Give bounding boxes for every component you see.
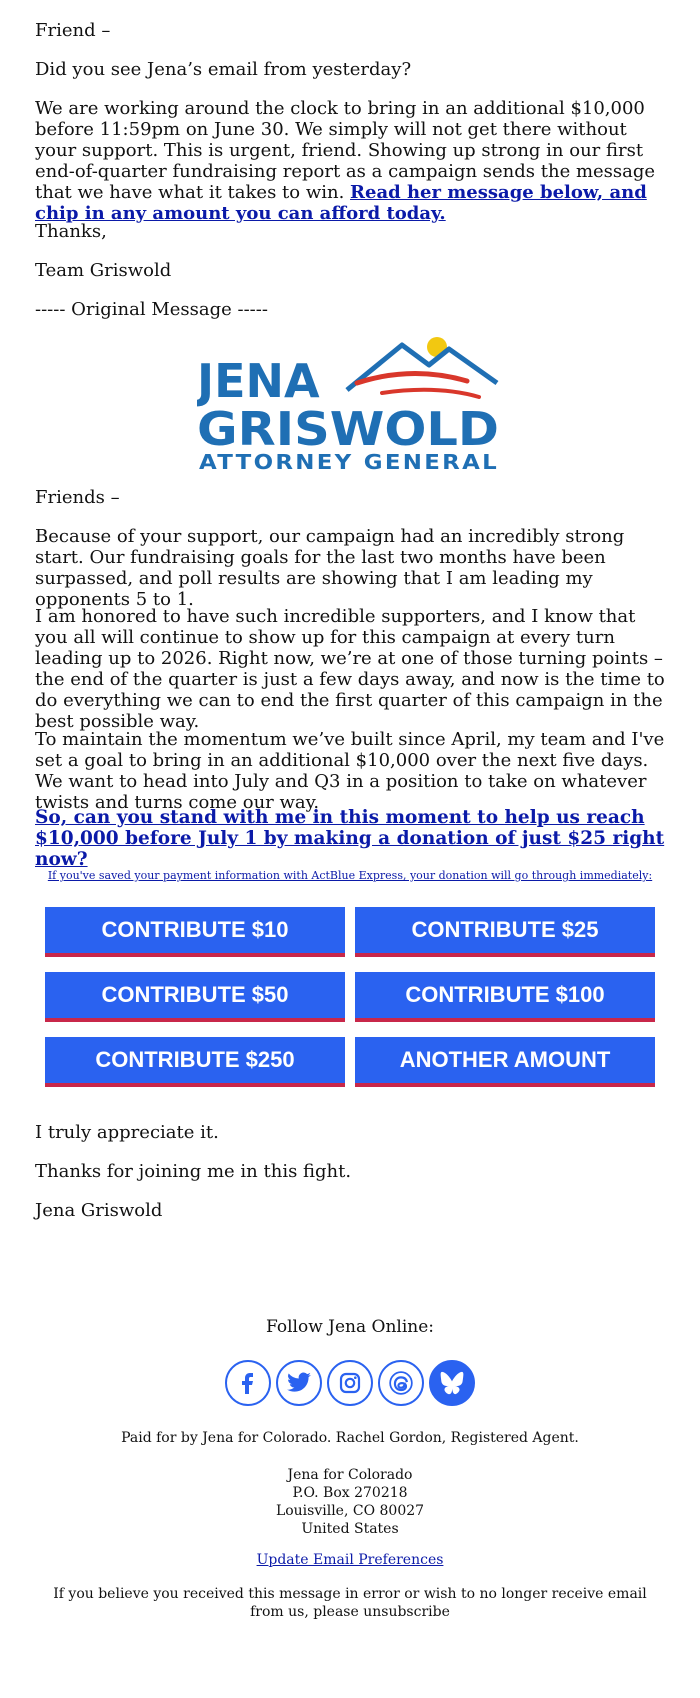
mountain-outline xyxy=(347,345,497,390)
red-swoosh-lower xyxy=(382,390,479,397)
message-paragraph-3: To maintain the momentum we’ve built since April, my team and I've set a goal to bring in an additional $10,000 over the next five days. We want to head into July and Q3 in a position to take on whatever twists and turns come our way. xyxy=(35,729,665,813)
address-line: P.O. Box 270218 xyxy=(292,1485,408,1501)
donation-ask-link[interactable]: So, can you stand with me in this moment to help us reach $10,000 before July 1 by making a donation of just $25 right now? xyxy=(35,807,665,870)
thanks-line: Thanks, xyxy=(35,221,107,242)
threads-icon[interactable] xyxy=(378,1360,424,1406)
another-amount-button[interactable]: ANOTHER AMOUNT xyxy=(355,1037,655,1087)
contribute-100-button[interactable]: CONTRIBUTE $100 xyxy=(355,972,655,1022)
mailing-address xyxy=(0,1466,700,1538)
preferences-row xyxy=(0,1552,700,1569)
campaign-logo xyxy=(197,335,502,473)
instagram-icon[interactable] xyxy=(327,1360,373,1406)
mountain-mark xyxy=(347,337,497,397)
paid-for-disclaimer: Paid for by Jena for Colorado. Rachel Gordon, Registered Agent. xyxy=(121,1430,579,1446)
message-paragraph-1: Because of your support, our campaign had an incredibly strong start. Our fundraising goals for the last two months have been surpassed, and poll results are showing that I am leading my opponents 5 to 1. xyxy=(35,526,625,610)
logo-first-name: JENA xyxy=(197,354,320,408)
address-line: Louisville, CO 80027 xyxy=(275,1503,425,1519)
facebook-icon[interactable] xyxy=(225,1360,271,1406)
logo-last-name: GRISWOLD xyxy=(197,402,500,456)
actblue-note-link[interactable]: If you've saved your payment information with ActBlue Express, your donation will go through immediately: xyxy=(47,869,653,882)
read-message-link[interactable]: Read her message below, and chip in any amount you can afford today. xyxy=(35,182,647,224)
intro-body-text: We are working around the clock to bring in an additional $10,000 before 11:59pm on June 30. We simply will not get there without your support. This is urgent, friend. Showing up strong in our first end-of-quarter fundraising report as a campaign sends the message that we have what it takes to win. xyxy=(35,98,656,203)
donation-ask xyxy=(35,807,665,870)
update-preferences-link[interactable]: Update Email Preferences xyxy=(256,1552,444,1568)
social-links xyxy=(0,1360,700,1406)
message-greeting: Friends – xyxy=(35,487,120,508)
original-message-divider: ----- Original Message ----- xyxy=(35,299,268,320)
message-paragraph-2: I am honored to have such incredible supporters, and I know that you all will continue to show up for this campaign at every turn leading up to 2026. Right now, we’re at one of those turning points – the end of the quarter is just a few days away, and now is the time to do everything we can to end the first quarter of this campaign in the best possible way. xyxy=(35,606,665,732)
address-line: United States xyxy=(301,1521,399,1537)
bluesky-icon[interactable] xyxy=(429,1360,475,1406)
appreciation-line: I truly appreciate it. xyxy=(35,1122,219,1143)
closing-thanks: Thanks for joining me in this fight. xyxy=(35,1161,352,1182)
signature: Jena Griswold xyxy=(35,1200,163,1221)
contribute-50-button[interactable]: CONTRIBUTE $50 xyxy=(45,972,345,1022)
unsubscribe-notice[interactable]: If you believe you received this message in error or wish to no longer receive email from us, please unsubscribe xyxy=(53,1586,647,1620)
contribute-250-button[interactable]: CONTRIBUTE $250 xyxy=(45,1037,345,1087)
contribute-10-button[interactable]: CONTRIBUTE $10 xyxy=(45,907,345,957)
intro-question: Did you see Jena’s email from yesterday? xyxy=(35,59,412,80)
contribute-25-button[interactable]: CONTRIBUTE $25 xyxy=(355,907,655,957)
address-line: Jena for Colorado xyxy=(287,1467,413,1483)
intro-paragraph xyxy=(35,98,665,224)
twitter-icon[interactable] xyxy=(276,1360,322,1406)
actblue-note xyxy=(35,869,665,883)
red-swoosh xyxy=(357,373,467,383)
greeting: Friend – xyxy=(35,20,111,41)
team-signature: Team Griswold xyxy=(35,260,172,281)
logo-office: ATTORNEY GENERAL xyxy=(199,450,499,473)
follow-heading: Follow Jena Online: xyxy=(265,1317,435,1337)
